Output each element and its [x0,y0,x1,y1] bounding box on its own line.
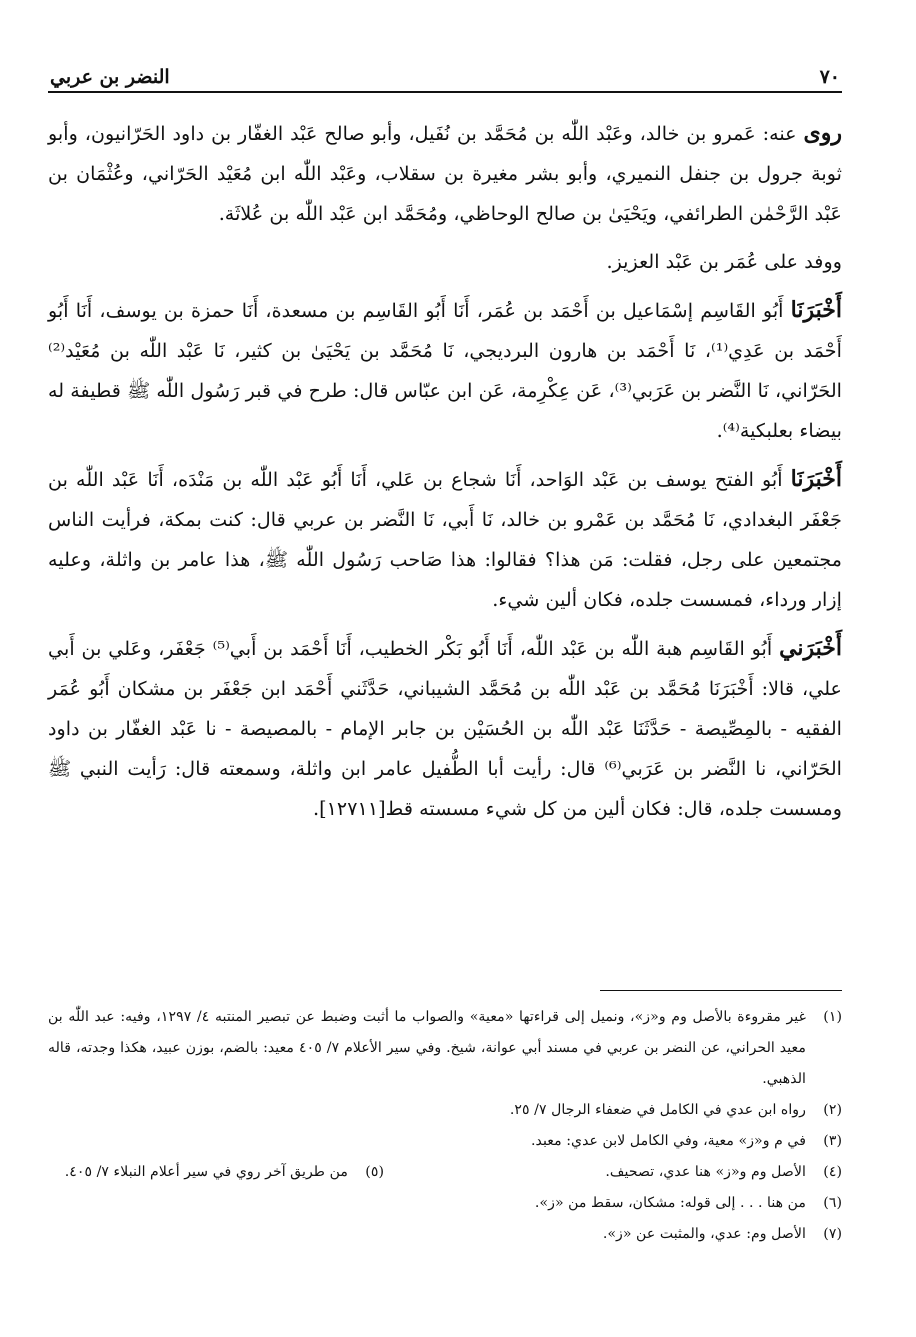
footnote-text: الأصل وم و«ز» هنا عدي، تصحيف. [605,1164,806,1180]
footnote [48,1095,842,1126]
footnote-text: رواه ابن عدي في الكامل في ضعفاء الرجال ٧/ ٢٥. [509,1102,806,1118]
paragraph [48,113,842,234]
footnote-number: (٦) [823,1195,842,1211]
page-number: ٧٠ [819,66,840,88]
paragraph-text: ووفد على عُمَر بن عَبْد العزيز. [606,250,842,273]
book-page [48,58,842,837]
footnote-number: (٧) [823,1226,842,1242]
footnote-number: (١) [823,1009,842,1025]
footnote-text: من طريق آخر روي في سير أعلام النبلاء ٧/ ٤٠٥. [64,1164,348,1180]
footnote-text: من هنا . . . إلى قوله: مشكان، سقط من «ز». [534,1195,806,1211]
paragraph [48,242,842,282]
footnote-number: (٢) [823,1102,842,1118]
paragraph [48,459,842,620]
paragraph-lead: روى [803,120,842,146]
paragraph-lead: أَخْبَرَني [779,635,843,661]
footnote-text: في م و«ز» معية، وفي الكامل لابن عدي: معبد. [531,1133,806,1149]
running-header [48,58,842,93]
paragraph-lead: أَخْبَرَنَا [790,297,842,323]
paragraph-text: عنه: عَمرو بن خالد، وعَبْد اللّٰه بن مُحَمَّد بن نُفَيل، وأبو صالح عَبْد الغفّار بن داود الحَرّانيون، وأبو ثوبة جرول بن جنفل النميري، وأبو بشر مغيرة بن سقلاب، وعَبْد اللّٰه ابن مُعَيْد الحَرّاني، وعُثْمَان بن عَبْد الرَّحْمٰن الطرائفي، ويَحْيَىٰ بن صالح الوحاظي، ومُحَمَّد ابن عَبْد اللّٰه بن عُلاثَة. [48,122,842,225]
paragraph-lead: أَخْبَرَنَا [790,466,842,492]
footnote-number: (٥) [365,1164,384,1180]
footnote [48,1002,842,1095]
paragraph-text: أَبُو القَاسِم إسْمَاعيل بن أَحْمَد بن عُمَر، أَنَا أَبُو القَاسِم بن مسعدة، أَنَا حمزة بن يوسف، أَنَا أَبُو أَحْمَد بن عَدِي⁽¹⁾، نَا أَحْمَد بن هارون البرديجي، نَا مُحَمَّد بن يَحْيَىٰ بن كثير، نَا عَبْد اللّٰه بن مُعَيْد⁽²⁾ الحَرّاني، نَا النَّضر بن عَرَبي⁽³⁾، عَن عِكْرِمة، عَن ابن عبّاس قال: طرح في قبر رَسُول اللّٰه ﷺ قطيفة له بيضاء بعلبكية⁽⁴⁾. [48,299,842,442]
footnote-number: (٣) [823,1133,842,1149]
paragraph-text: أَبُو القَاسِم هبة اللّٰه بن عَبْد اللّٰه، أَنَا أَبُو بَكْر الخطيب، أَنَا أَحْمَد بن أَبي⁽⁵⁾ جَعْفَر، وعَلي بن أَبي علي، قالا: أَخْبَرَنَا مُحَمَّد بن عَبْد اللّٰه بن مُحَمَّد الشيباني، حَدَّثَني أَحْمَد ابن جَعْفَر بن مشكان أَبُو عُمَر الفقيه - بالمِصِّيصة - حَدَّثَنَا عَبْد اللّٰه بن الحُسَيْن بن جابر الإمام - بالمصيصة - نا عَبْد الغفّار بن داود الحَرّاني، نا النَّضر بن عَرَبي⁽⁶⁾ قال: رأيت أبا الطُّفيل عامر ابن واثلة، وسمعته قال: رَأيت النبي ﷺ ومسست جلده، قال: فكان ألين من كل شيء مسسته قط[١٢٧١١]. [48,637,842,820]
paragraph [48,290,842,451]
footnote [48,1219,842,1250]
paragraph [48,628,842,829]
footnote-number: (٤) [823,1164,842,1180]
footnotes [48,1002,842,1250]
paragraph-text: أَبُو الفتح يوسف بن عَبْد الوَاحد، أَنَا شجاع بن عَلي، أَنَا أَبُو عَبْد اللّٰه بن مَنْدَه، أَنَا عَبْد اللّٰه بن جَعْفَر البغدادي، نَا مُحَمَّد بن عَمْرو بن خالد، نَا أَبي، نَا النَّضر بن عربي قال: كنت بمكة، فرأيت الناس مجتمعين على رجل، فقلت: مَن هذا؟ فقالوا: هذا صَاحب رَسُول اللّٰه ﷺ، هذا عامر بن واثلة، وعليه إزار ورداء، فمسست جلده، فكان ألين شيء. [48,468,842,611]
running-title: النضر بن عربي [50,66,170,88]
footnote-separator [600,990,842,991]
footnote-text: الأصل وم: عدي، والمثبت عن «ز». [602,1226,806,1242]
footnote [48,1126,842,1157]
footnote [48,1157,842,1188]
footnote [48,1188,842,1219]
main-text [48,113,842,829]
footnote-text: غير مقروءة بالأصل وم و«ز»، ونميل إلى قراءتها «معية» والصواب ما أثبت وضبط عن تبصير المنتبه ٤/ ١٢٩٧، وفيه: عبد اللّٰه بن معيد الحراني، عن النضر بن عربي في مسند أبي عوانة، شيخ. وفي سير الأعلام ٧/ ٤٠٥ معيد: بالضم، بوزن عبيد، هكذا وجدته، قاله الذهبي. [48,1009,806,1087]
